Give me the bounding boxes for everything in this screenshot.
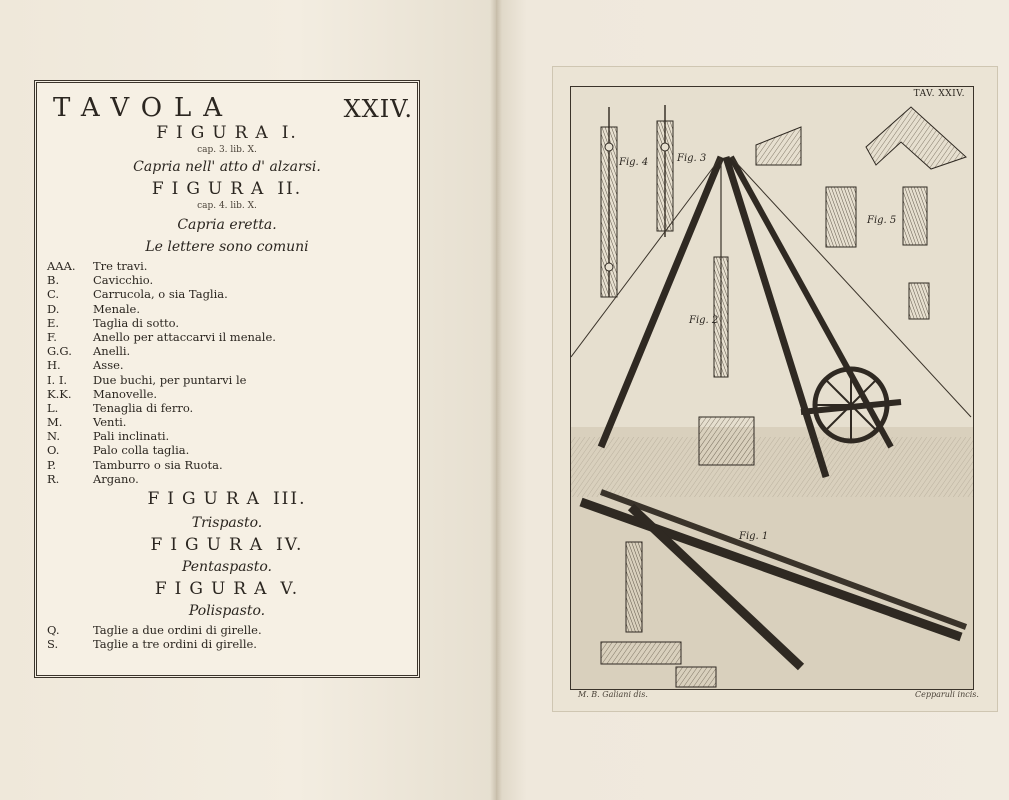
legend-key: F. [47, 329, 57, 344]
legend-text: Venti. [93, 415, 127, 430]
plate-number-label: TAV. XXIV. [913, 89, 965, 99]
figure-word: FIGURA [150, 535, 271, 555]
figure-word: FIGURA [156, 123, 276, 143]
figure-word: FIGURA [151, 179, 272, 199]
legend-text: Menale. [93, 301, 140, 316]
legend-text: Taglie a due ordini di girelle. [93, 623, 262, 637]
legend-text: Anelli. [93, 344, 131, 359]
legend-text: Argano. [93, 471, 139, 486]
legend-key: H. [47, 358, 61, 373]
legend-text: Anello per attaccarvi il menale. [93, 329, 276, 344]
figure-word: FIGURA [147, 489, 267, 509]
pulley-fig-3 [657, 105, 673, 237]
stone-block [699, 417, 754, 465]
plate-title [53, 93, 413, 127]
legend-key: O. [47, 443, 60, 458]
engraving-illustration [571, 87, 973, 689]
legend-item [47, 458, 407, 472]
engraving-plate [570, 86, 974, 690]
legend-item [47, 259, 407, 273]
figure-4-number: IV. [276, 535, 304, 555]
legend-text: Tamburro o sia Ruota. [93, 457, 223, 472]
legend-item [47, 287, 407, 301]
legend-item [47, 387, 407, 401]
legend-item [47, 472, 407, 486]
beam-joint-detail [756, 107, 966, 169]
figure-3-number: III. [272, 489, 307, 509]
legend-list [47, 259, 407, 486]
legend-key: B. [47, 273, 60, 288]
legend-text: Palo colla taglia. [93, 443, 190, 458]
legend-key: E. [47, 315, 60, 330]
legend-item [47, 443, 407, 457]
figure-4-heading [37, 535, 417, 555]
legend-item [47, 316, 407, 330]
figure-2-number: II. [277, 179, 303, 199]
figure-1-number: I. [281, 123, 298, 143]
fig-label: Fig. 2 [689, 315, 719, 326]
figure-5-heading [37, 579, 417, 599]
legend-key: D. [47, 301, 60, 316]
legend-item [47, 415, 407, 429]
legend-key: N. [47, 429, 60, 444]
fig-label: Fig. 1 [739, 531, 769, 542]
fig-label: Fig. 3 [677, 153, 707, 164]
figure-1-citation: cap. 3. lib. X. [197, 145, 257, 155]
legend-text: Taglia di sotto. [93, 315, 180, 330]
credit-engraver: Cepparuli incis. [915, 690, 979, 699]
figure-5-description: Polispasto. [188, 603, 266, 619]
ground-shading [571, 437, 973, 497]
legend-key: AAA. [47, 259, 76, 273]
legend-text: Asse. [93, 358, 124, 373]
fig-label: Fig. 4 [619, 157, 649, 168]
plate-number: XXIV. [343, 95, 413, 123]
credit-draftsman: M. B. Galiani dis. [578, 690, 648, 699]
legend-key: I. I. [47, 372, 68, 387]
pulley-fig-5 [826, 187, 929, 319]
legend-item [47, 401, 407, 415]
legend-key: S. [47, 637, 59, 652]
legend-text: Carrucola, o sia Taglia. [93, 287, 228, 302]
figure-1-heading [37, 123, 417, 143]
figure-1-description: Capria nell' atto d' alzarsi. [133, 159, 321, 175]
legend-item [47, 330, 407, 344]
legend-list-lower [47, 623, 407, 651]
legend-key: R. [47, 471, 60, 486]
figure-4-description: Pentaspasto. [181, 559, 272, 575]
common-letters-note: Le lettere sono comuni [145, 239, 309, 255]
legend-key: P. [47, 457, 57, 472]
plate-legend-frame [34, 80, 420, 678]
legend-text: Cavicchio. [93, 273, 154, 288]
figure-5-number: V. [280, 579, 300, 599]
legend-key: C. [47, 287, 60, 302]
legend-text: Due buchi, per puntarvi le [93, 372, 247, 387]
legend-item [47, 273, 407, 287]
legend-text: Tre travi. [93, 259, 148, 273]
legend-item [47, 429, 407, 443]
figure-2-heading [37, 179, 417, 199]
figure-3-description: Trispasto. [191, 515, 263, 531]
pulley-fig-4 [601, 107, 617, 297]
legend-text: Pali inclinati. [93, 429, 170, 444]
legend-text: Taglie a tre ordini di girelle. [93, 637, 257, 652]
legend-item [47, 623, 407, 637]
fig-label: Fig. 5 [867, 215, 897, 226]
legend-text: Tenaglia di ferro. [93, 400, 194, 415]
legend-text: Manovelle. [93, 386, 158, 401]
legend-key: M. [47, 415, 63, 430]
legend-key: L. [47, 400, 59, 415]
legend-key: G.G. [47, 344, 72, 359]
figure-word: FIGURA [154, 579, 275, 599]
book-gutter [490, 0, 502, 800]
legend-item [47, 344, 407, 358]
figure-3-heading [37, 489, 417, 509]
legend-item [47, 302, 407, 316]
legend-item [47, 637, 407, 651]
legend-item [47, 358, 407, 372]
legend-key: Q. [47, 623, 60, 637]
legend-key: K.K. [47, 386, 72, 401]
plate-title-word: TAVOLA [53, 93, 235, 123]
figure-2-citation: cap. 4. lib. X. [197, 201, 257, 211]
legend-item [47, 373, 407, 387]
figure-2-description: Capria eretta. [177, 217, 277, 233]
